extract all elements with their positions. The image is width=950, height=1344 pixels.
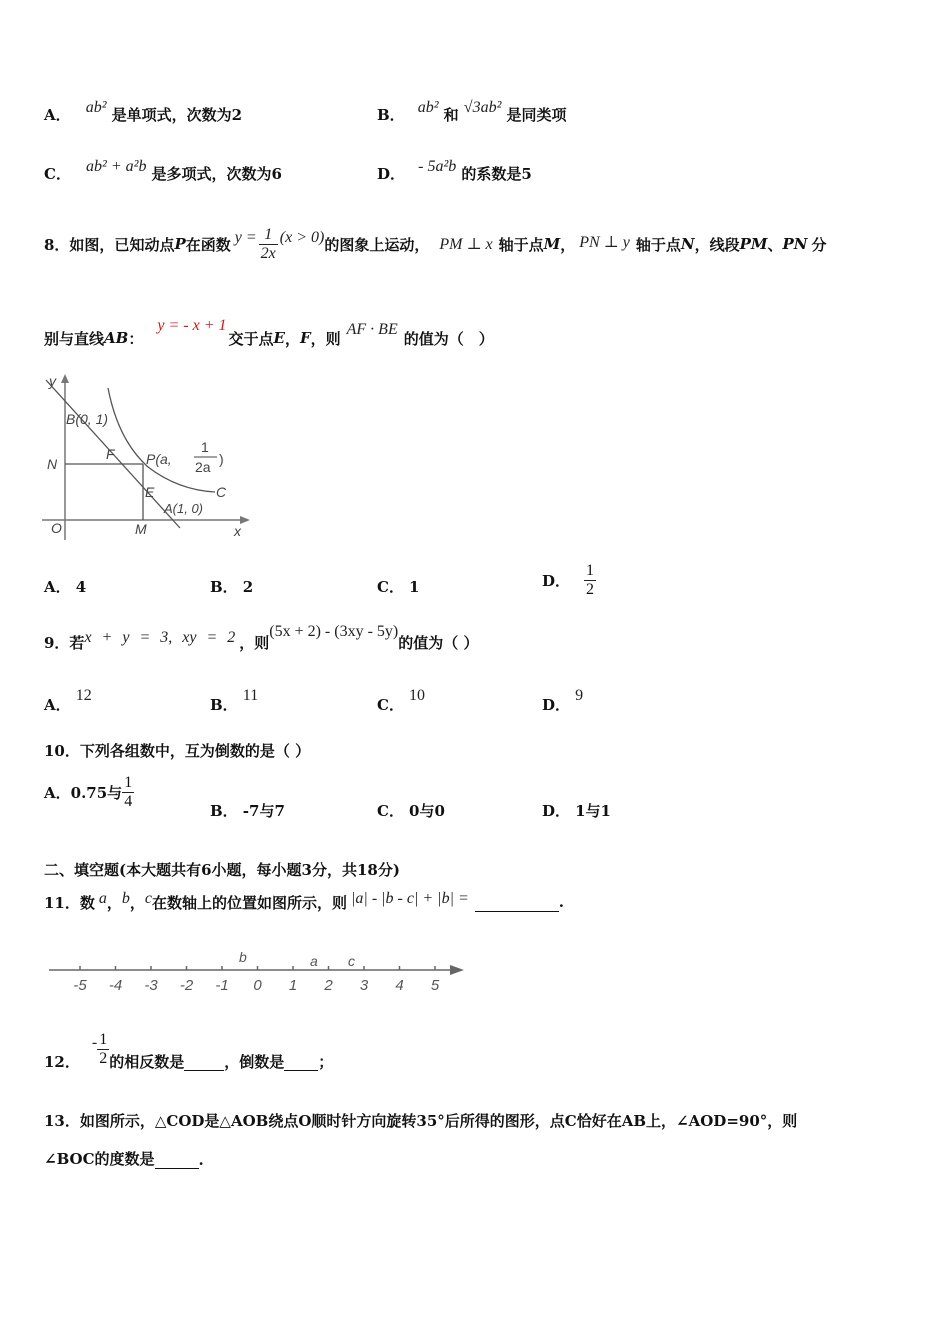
stem-text: 11．数 xyxy=(44,893,95,912)
q9-stem xyxy=(44,622,478,662)
fraction xyxy=(584,562,596,599)
stem-text: ， xyxy=(106,893,122,912)
option-text: 和 xyxy=(443,106,459,124)
math-expr: √3ab² xyxy=(463,99,502,116)
option-label: B． xyxy=(210,696,238,714)
option-value: 4 xyxy=(75,578,87,596)
option-label: A． xyxy=(44,578,71,596)
option-label: B． xyxy=(210,578,238,596)
segment-label: PM xyxy=(739,235,768,253)
numerator: 1 xyxy=(259,226,278,245)
math-expr: AF · BE xyxy=(346,321,398,338)
math-sign: - xyxy=(91,1034,98,1051)
q9-option-d[interactable] xyxy=(542,684,584,714)
option-label: C． xyxy=(44,165,71,183)
q9-option-a[interactable] xyxy=(44,684,92,714)
stem-text: 交于点 xyxy=(228,329,274,348)
option-value: 9 xyxy=(575,687,584,704)
section-title: 二、填空题(本大题共有6小题，每小题3分，共18分) xyxy=(44,861,400,879)
option-text: 是多项式，次数为6 xyxy=(151,165,282,183)
variable: a xyxy=(98,890,107,907)
q13-stem-line2 xyxy=(44,1148,204,1169)
stem-text: ，倒数是 xyxy=(224,1052,285,1071)
tick-label: -1 xyxy=(215,977,229,994)
option-label: A． xyxy=(44,784,71,802)
math-expr: PM ⊥ x xyxy=(439,236,493,253)
math-expr: (x > 0) xyxy=(279,229,325,246)
tick-label: -3 xyxy=(144,977,158,994)
variable: c xyxy=(144,890,153,907)
stem-text: 9．若 xyxy=(44,633,85,652)
number-line-arrow-icon xyxy=(450,965,464,975)
q12-stem xyxy=(44,1024,333,1074)
math-expr: ab² xyxy=(85,99,107,116)
q8-option-a[interactable] xyxy=(44,576,86,597)
stem-text: ； xyxy=(318,1052,334,1071)
q8-figure xyxy=(40,370,260,545)
option-label: B． xyxy=(210,802,238,820)
label-m: M xyxy=(135,521,147,537)
label-x: x xyxy=(234,523,241,539)
math-expr: PN ⊥ y xyxy=(579,234,630,251)
stem-text: ∠BOC的度数是 xyxy=(44,1150,155,1168)
option-value: 2 xyxy=(242,578,254,596)
stem-text: ， xyxy=(129,893,145,912)
option-label: C． xyxy=(377,578,404,596)
math-expr: |a| - |b - c| + |b| = xyxy=(351,890,469,907)
answer-blank-opposite[interactable] xyxy=(184,1052,224,1071)
point-label: E xyxy=(273,329,285,347)
tick-label: -2 xyxy=(179,977,194,994)
numerator: 1 xyxy=(124,774,133,791)
stem-text: . xyxy=(198,1151,204,1169)
option-label: C． xyxy=(377,696,404,714)
label-b: B(0, 1) xyxy=(66,411,109,427)
numerator: 1 xyxy=(586,562,595,579)
point-label: P xyxy=(174,235,186,253)
y-axis-arrow-icon xyxy=(61,374,69,383)
label-c: C xyxy=(216,484,227,500)
denominator: 2 xyxy=(99,1049,108,1067)
option-label: A． xyxy=(44,696,71,714)
fraction xyxy=(97,1031,109,1068)
option-value: 10 xyxy=(409,687,426,704)
option-text: 1与1 xyxy=(575,802,611,820)
label-c: c xyxy=(348,953,355,969)
tick-label: 2 xyxy=(324,977,333,994)
option-text: 0与0 xyxy=(409,802,445,820)
q8-option-d[interactable] xyxy=(542,562,596,599)
stem-text: 在数轴上的位置如图所示，则 xyxy=(152,893,348,912)
stem-text: 别与直线 xyxy=(44,329,105,348)
stem-text: . xyxy=(558,893,565,911)
label-p: P(a, xyxy=(146,451,172,467)
point-label: M xyxy=(543,235,561,253)
answer-blank[interactable] xyxy=(155,1150,199,1169)
q11-stem xyxy=(44,884,564,920)
denominator: 4 xyxy=(124,793,133,810)
tick-label: 3 xyxy=(359,977,369,994)
option-label: D． xyxy=(377,165,406,183)
stem-text: ： xyxy=(128,329,144,348)
q9-option-b[interactable] xyxy=(210,684,259,714)
option-text: 的系数是5 xyxy=(461,165,532,183)
option-label: B． xyxy=(377,106,405,124)
stem-text: 的相反数是 xyxy=(109,1052,185,1071)
option-value: 1 xyxy=(409,578,420,596)
tick-label: 5 xyxy=(430,977,440,994)
stem-text: 、 xyxy=(767,235,783,254)
label-y: y xyxy=(49,373,56,389)
option-text: 是同类项 xyxy=(506,106,567,124)
q10-option-a[interactable] xyxy=(44,774,134,811)
q10-option-d[interactable] xyxy=(542,800,611,821)
segment-label: PN xyxy=(782,235,808,253)
q10-stem: 10．下列各组数中，互为倒数的是（ ） xyxy=(44,742,311,760)
label-f: F xyxy=(106,446,115,462)
stem-text: 8．如图，已知动点 xyxy=(44,235,175,254)
option-label: D． xyxy=(542,696,571,714)
label-p-den: 2a xyxy=(195,459,211,475)
stem-text: ， xyxy=(284,329,300,348)
q8-option-b[interactable] xyxy=(210,576,253,597)
stem-text: 在函数 xyxy=(185,235,231,254)
stem-text: ，则 xyxy=(239,633,270,652)
option-text: 0.75与 xyxy=(70,784,123,802)
option-text: -7与7 xyxy=(242,802,285,820)
answer-blank[interactable] xyxy=(475,893,559,912)
q10-option-c[interactable] xyxy=(377,800,445,821)
hyperbola-curve xyxy=(108,388,215,492)
label-a: A(1, 0) xyxy=(164,501,204,516)
denominator: 2 xyxy=(586,581,595,598)
stem-text: ，线段 xyxy=(694,235,740,254)
q7-option-d[interactable] xyxy=(377,158,532,184)
stem-text: 的值为（ ） xyxy=(403,329,494,348)
stem-text: 12． xyxy=(44,1052,80,1071)
x-axis-arrow-icon xyxy=(240,516,250,524)
q9-option-c[interactable] xyxy=(377,684,426,714)
option-value: 12 xyxy=(75,687,92,704)
option-label: D． xyxy=(542,802,571,820)
answer-blank-reciprocal[interactable] xyxy=(284,1052,318,1071)
math-expr: - 5a²b xyxy=(418,158,457,175)
stem-text: 轴于点 xyxy=(635,235,681,254)
option-value: 11 xyxy=(242,687,259,704)
q7-option-a[interactable] xyxy=(44,99,243,125)
math-expr: x + y = 3, xy = 2 xyxy=(84,629,236,646)
math-expr: ab² xyxy=(417,99,439,116)
stem-text: 的值为（ ） xyxy=(398,633,479,652)
line-equation: y = - x + 1 xyxy=(157,317,227,334)
point-label: N xyxy=(680,235,695,253)
stem-text: 轴于点 xyxy=(498,235,544,254)
q10-option-b[interactable] xyxy=(210,800,285,821)
math-expr: ab² + a²b xyxy=(86,158,147,175)
label-b: b xyxy=(239,949,247,965)
q8-stem-line2 xyxy=(44,316,494,360)
label-p-close: ) xyxy=(219,451,224,467)
tick-label: 0 xyxy=(253,977,262,994)
label-o: O xyxy=(51,520,62,536)
q7-option-b[interactable] xyxy=(377,99,567,125)
label-a: a xyxy=(310,953,318,969)
denominator: 2x xyxy=(260,244,276,262)
math-expr: (5x + 2) - (3xy - 5y) xyxy=(269,623,399,640)
fraction xyxy=(259,226,278,263)
tick-label: 4 xyxy=(395,977,404,994)
option-label: A． xyxy=(44,106,71,124)
math-expr: y = xyxy=(234,229,257,246)
stem-text: 的图象上运动， xyxy=(324,235,430,254)
q11-number-line xyxy=(44,948,474,998)
option-text: 是单项式，次数为2 xyxy=(111,106,243,124)
q8-stem-line1 xyxy=(44,222,827,266)
numerator: 1 xyxy=(99,1030,108,1048)
tick-label: 1 xyxy=(288,977,298,994)
option-label: D． xyxy=(542,572,571,590)
stem-text: 分 xyxy=(811,235,827,254)
tick-label: -4 xyxy=(108,977,123,994)
option-label: C． xyxy=(377,802,404,820)
line-label: AB xyxy=(104,329,129,347)
stem-text: ，则 xyxy=(310,329,341,348)
stem-text: ， xyxy=(560,235,576,254)
q8-option-c[interactable] xyxy=(377,576,419,597)
label-n: N xyxy=(47,456,58,472)
point-label: F xyxy=(299,329,311,347)
label-p-num: 1 xyxy=(201,439,209,455)
q13-stem-line1: 13．如图所示，△COD是△AOB绕点O顺时针方向旋转35°后所得的图形，点C恰好在AB上，∠AOD=90°，则 xyxy=(44,1112,798,1130)
q7-option-c[interactable] xyxy=(44,158,282,184)
tick-label: -5 xyxy=(73,977,87,994)
fraction xyxy=(122,774,134,811)
variable: b xyxy=(121,890,130,907)
label-e: E xyxy=(145,484,155,500)
